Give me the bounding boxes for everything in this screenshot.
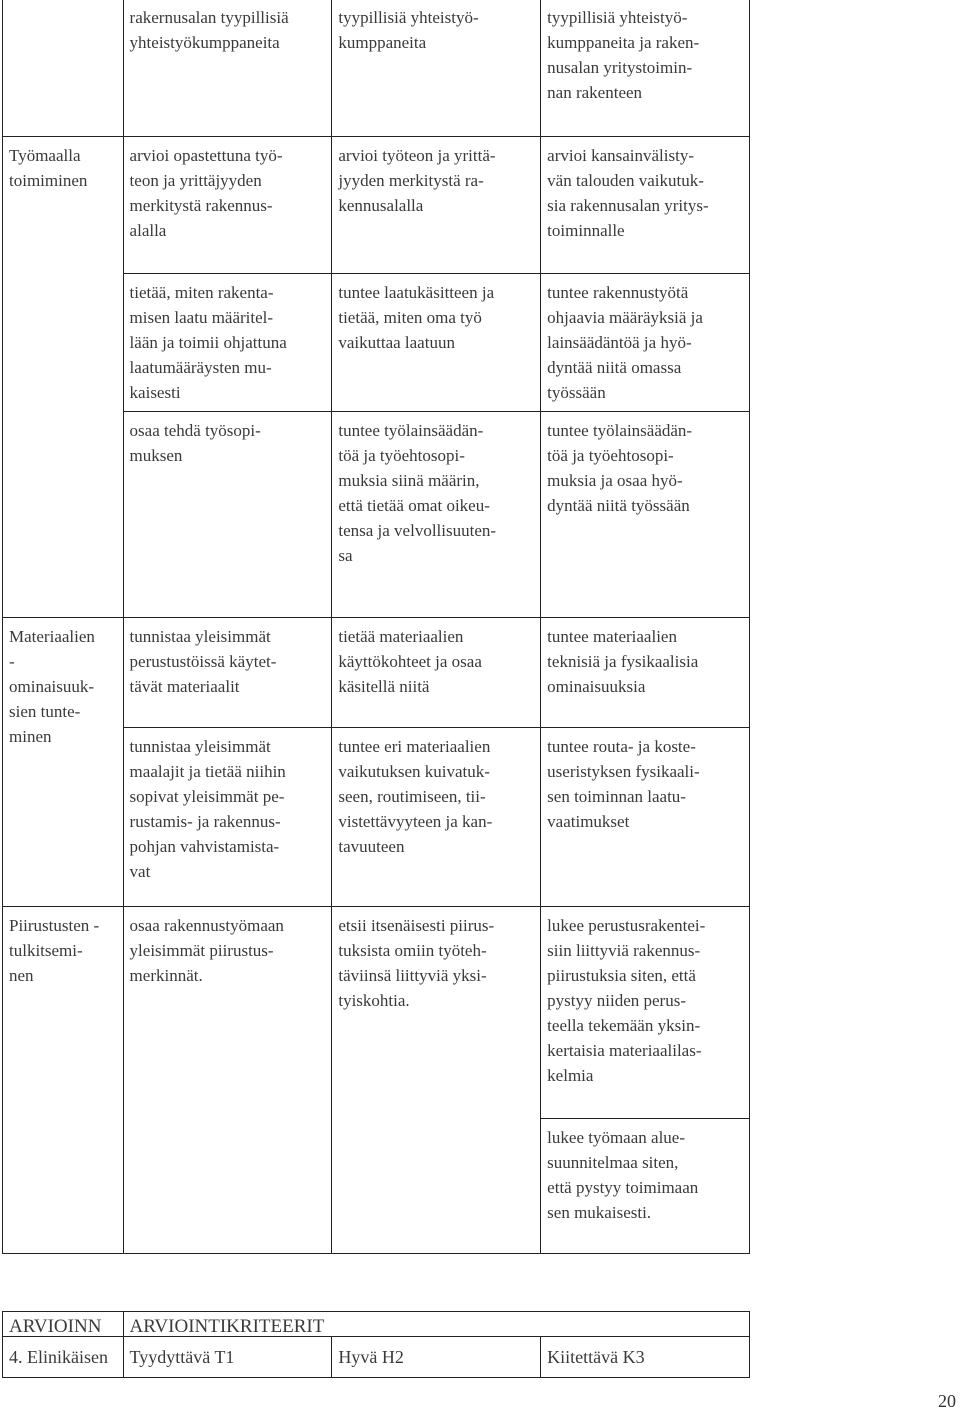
criteria-cell-k3: lukee perustusrakentei- siin liittyviä rakennus- piirustuksia siten, että pystyy niiden perus- teella tekemään yksin- kertaisia materiaalilas- kelmia [541, 907, 750, 1119]
criteria-cell-t1: arvioi opastettuna työ- teon ja yrittäjyyden merkitystä rakennus- alalla [123, 137, 332, 274]
criteria-cell-h2: tuntee laatukäsitteen ja tietää, miten oma työ vaikuttaa laatuun [332, 274, 541, 412]
grade-row-label: 4. Elinikäisen [3, 1337, 124, 1378]
area-cell: Materiaalien - ominaisuuk- sien tunte- minen [3, 618, 124, 907]
area-cell: Piirustusten - tulkitsemi- nen [3, 907, 124, 1254]
criteria-cell-h2: etsii itsenäisesti piirus- tuksista omiin työteh- täviinsä liittyviä yksi- tyiskohtia. [332, 907, 541, 1254]
criteria-cell-t1: osaa rakennustyömaan yleisimmät piirustus- merkinnät. [123, 907, 332, 1254]
table-row [3, 0, 750, 137]
criteria-cell-k3: tuntee materiaalien teknisiä ja fysikaalisia ominaisuuksia [541, 618, 750, 728]
criteria-cell-k3: tuntee routa- ja koste- useristyksen fysikaali- sen toiminnan laatu- vaatimukset [541, 728, 750, 907]
criteria-cell-k3: tuntee rakennustyötä ohjaavia määräyksiä ja lainsäädäntöä ja hyö- dyntää niitä omassa työssään [541, 274, 750, 412]
area-cell [3, 0, 124, 137]
grade-table [2, 1311, 750, 1378]
grade-header-right: ARVIOINTIKRITEERIT [123, 1312, 749, 1337]
criteria-cell-k3: arvioi kansainvälisty- vän talouden vaikutuk- sia rakennusalan yritys- toiminnalle [541, 137, 750, 274]
criteria-cell-h2: tuntee eri materiaalien vaikutuksen kuivatuk- seen, routimiseen, tii- vistettävyyteen ja kan- tavuuteen [332, 728, 541, 907]
page-number: 20 [938, 1391, 956, 1411]
criteria-cell-t1: tunnistaa yleisimmät maalajit ja tietää niihin sopivat yleisimmät pe- rustamis- ja rakennus- pohjan vahvistamista- vat [123, 728, 332, 907]
criteria-cell-t1: osaa tehdä työsopi- muksen [123, 412, 332, 618]
criteria-cell-t1: tunnistaa yleisimmät perustustöissä käytet- tävät materiaalit [123, 618, 332, 728]
table-row [3, 618, 750, 728]
criteria-cell-h2: tyypillisiä yhteistyö- kumppaneita [332, 0, 541, 137]
table-row [3, 137, 750, 274]
criteria-cell-k3: tyypillisiä yhteistyö- kumppaneita ja raken- nusalan yritystoimin- nan rakenteen [541, 0, 750, 137]
grade-h2: Hyvä H2 [332, 1337, 541, 1378]
criteria-cell-k3: lukee työmaan alue- suunnitelmaa siten, että pystyy toimimaan sen mukaisesti. [541, 1119, 750, 1254]
criteria-cell-h2: tietää materiaalien käyttökohteet ja osaa käsitellä niitä [332, 618, 541, 728]
criteria-cell-t1: tietää, miten rakenta- misen laatu määritel- lään ja toimii ohjattuna laatumääräysten mu- kaisesti [123, 274, 332, 412]
grade-row [3, 1337, 750, 1378]
criteria-cell-k3: tuntee työlainsäädän- töä ja työehtosopi- muksia ja osaa hyö- dyntää niitä työssään [541, 412, 750, 618]
grade-header-row [3, 1312, 750, 1337]
criteria-cell-h2: arvioi työteon ja yrittä- jyyden merkitystä ra- kennusalalla [332, 137, 541, 274]
grade-t1: Tyydyttävä T1 [123, 1337, 332, 1378]
grade-header-left: ARVIOINN [3, 1312, 124, 1337]
grade-k3: Kiitettävä K3 [541, 1337, 750, 1378]
criteria-cell-h2: tuntee työlainsäädän- töä ja työehtosopi- muksia siinä määrin, että tietää omat oikeu- tensa ja velvollisuuten- sa [332, 412, 541, 618]
table-row [3, 907, 750, 1119]
criteria-table [2, 0, 750, 1254]
criteria-cell-t1: rakernusalan tyypillisiä yhteistyökumppaneita [123, 0, 332, 137]
area-cell: Työmaalla toimiminen [3, 137, 124, 618]
